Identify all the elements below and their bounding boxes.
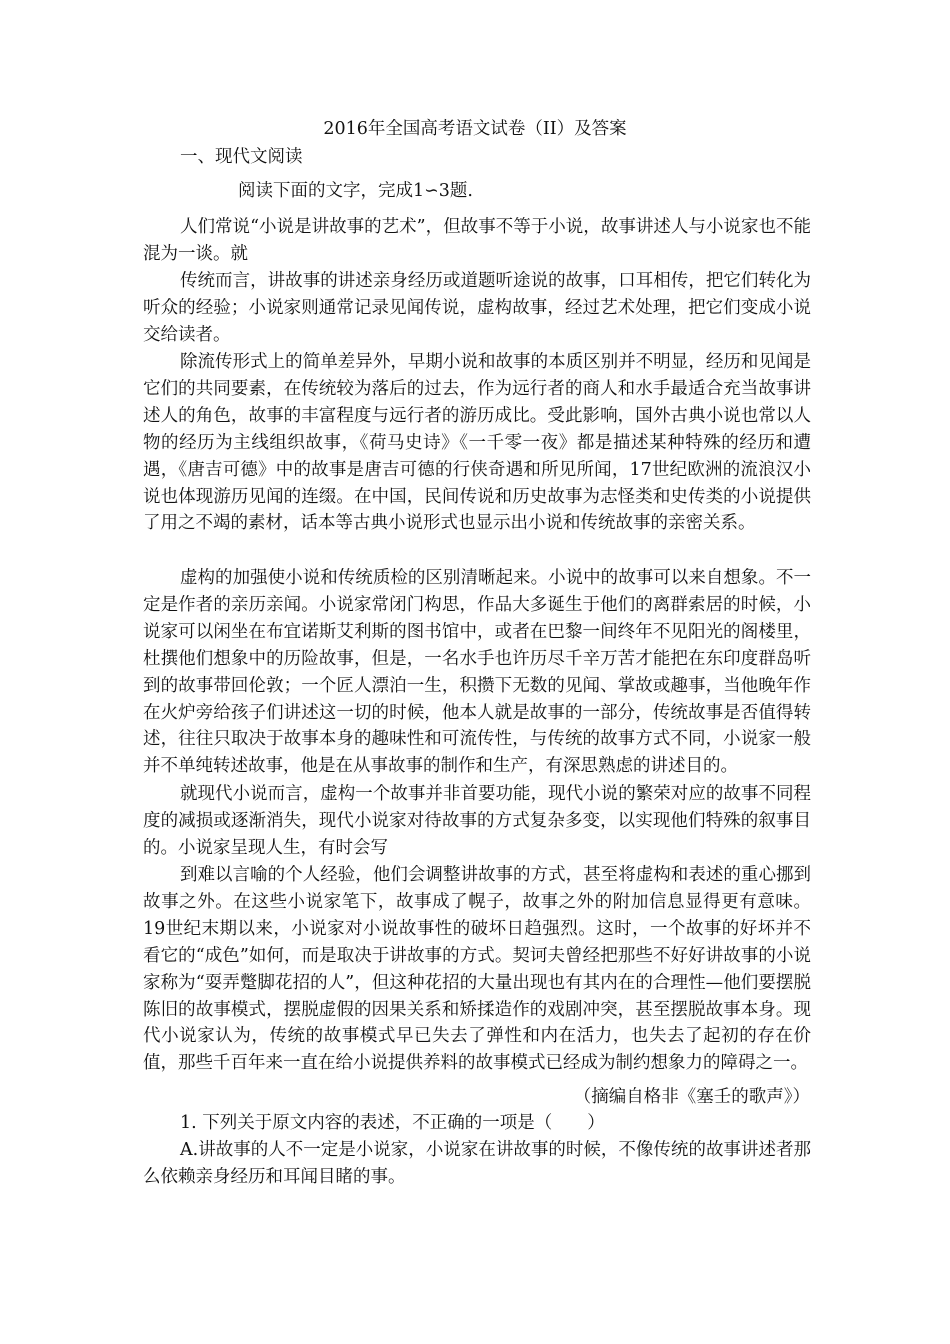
passage-paragraph-3-block	[143, 349, 811, 537]
passage-paragraph-5-block	[143, 781, 811, 862]
passage-paragraph: 除流传形式上的简单差异外，早期小说和故事的本质区别并不明显，经历和见闻是它们的共同要素，在传统较为落后的过去，作为远行者的商人和水手最适合充当故事讲述人的角色，故事的丰富程度与远行者的游历成比。受此影响，国外古典小说也常以人物的经历为主线组织故事，《荷马史诗》《一千零一夜》都是描述某种特殊的经历和遭遇，《唐吉可德》中的故事是唐吉可德的行侠奇遇和所见所闻，17世纪欧洲的流浪汉小说也体现游历见闻的连缀。在中国，民间传说和历史故事为志怪类和史传类的小说提供了用之不竭的素材，话本等古典小说形式也显示出小说和传统故事的亲密关系。	[143, 352, 811, 534]
question-option-a: A.讲故事的人不一定是小说家，小说家在讲故事的时候，不像传统的故事讲述者那么依赖亲身经历和耳闻目睹的事。	[143, 1139, 811, 1187]
passage-paragraph-2-block	[143, 268, 811, 349]
passage-paragraph: 人们常说“小说是讲故事的艺术”，但故事不等于小说，故事讲述人与小说家也不能混为一谈。就	[143, 217, 811, 264]
document-title: 2016年全国高考语文试卷（II）及答案	[323, 119, 627, 139]
passage-paragraph: 传统而言，讲故事的讲述亲身经历或道题听途说的故事，口耳相传，把它们转化为听众的经验；小说家则通常记录见闻传说，虚构故事，经过艺术处理，把它们变成小说交给读者。	[143, 271, 811, 345]
passage-paragraph: 就现代小说而言，虚构一个故事并非首要功能，现代小说的繁荣对应的故事不同程度的减损或逐渐消失，现代小说家对待故事的方式复杂多变，以实现他们特殊的叙事目的。小说家呈现人生，有时会写	[143, 784, 811, 858]
reading-instruction: 阅读下面的文字，完成1∽3题.	[238, 181, 473, 201]
question-1	[143, 1110, 811, 1191]
source-citation: （摘编自格非《塞壬的歌声》）	[573, 1087, 810, 1107]
passage-paragraph-4-block	[143, 565, 811, 780]
section-heading: 一、现代文阅读	[180, 147, 303, 167]
question-stem: 1. 下列关于原文内容的表述，不正确的一项是（ ）	[180, 1113, 605, 1133]
passage-paragraph: 虚构的加强使小说和传统质检的区别清晰起来。小说中的故事可以来自想象。不一定是作者的亲历亲闻。小说家常闭门构思，作品大多诞生于他们的离群索居的时候，小说家可以闲坐在布宜诺斯艾利斯的图书馆中，或者在巴黎一间终年不见阳光的阁楼里，杜撰他们想象中的历险故事，但是，一名水手也许历尽千辛万苦才能把在东印度群岛听到的故事带回伦敦；一个匠人漂泊一生，积攒下无数的见闻、掌故或趣事，当他晚年作在火炉旁给孩子们讲述这一切的时候，他本人就是故事的一部分，传统故事是否值得转述，往往只取决于故事本身的趣味性和可流传性，与传统的故事方式不同，小说家一般并不单纯转述故事，他是在从事故事的制作和生产，有深思熟虑的讲述目的。	[143, 568, 811, 777]
passage-paragraph: 到难以言喻的个人经验，他们会调整讲故事的方式，甚至将虚构和表述的重心挪到故事之外。在这些小说家笔下，故事成了幌子，故事之外的附加信息显得更有意味。19世纪末期以来，小说家对小说故事性的破坏日趋强烈。这时，一个故事的好坏并不看它的“成色”如何，而是取决于讲故事的方式。契诃夫曾经把那些不好好讲故事的小说家称为“耍弄蹩脚花招的人”，但这种花招的大量出现也有其内在的合理性—他们要摆脱陈旧的故事模式，摆脱虚假的因果关系和矫揉造作的戏剧冲突，甚至摆脱故事本身。现代小说家认为，传统的故事模式早已失去了弹性和内在活力，也失去了起初的存在价值，那些千百年来一直在给小说提供养料的故事模式已经成为制约想象力的障碍之一。	[143, 865, 811, 1074]
passage-paragraph-1-block	[143, 214, 811, 268]
passage-paragraph-6-block	[143, 862, 811, 1077]
